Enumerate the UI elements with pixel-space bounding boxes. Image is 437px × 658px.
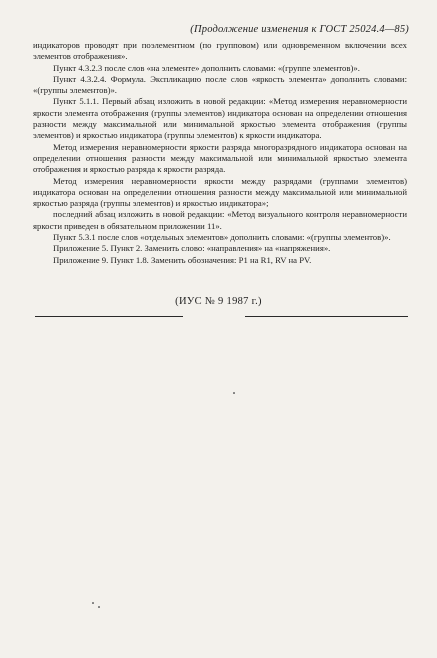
paragraph: Метод измерения неравномерности яркости между разрядами (группами элементов) индикатора основан на определении отношения разности между максимальной или минимальной яркостью разряда (группы элементов) и яркостью индикатора»; [33, 175, 407, 209]
scan-speck [92, 602, 94, 604]
scan-speck [98, 606, 100, 608]
divider-line [245, 316, 408, 317]
running-header: (Продолжение изменения к ГОСТ 25024.4—85) [190, 24, 409, 35]
paragraph: индикаторов проводят при поэлементном (по групповом) или одновременном включении всех элементов отображения». [33, 40, 407, 62]
paragraph: Пункт 5.1.1. Первый абзац изложить в новой редакции: «Метод измерения неравномерности яркости элемента отображения (группы элементов) индикатора основан на определении отношения разности между максимальной или минимальной яркостью элемента отображения (группы элементов) и яркостью индикатора (группы элементов) к яркости индикатора. [33, 96, 407, 141]
paragraph: Метод измерения неравномерности яркости разряда многоразрядного индикатора основан на определении отношения разности между максимальной или минимальной яркостью элемента отображения и яркостью разряда к яркости разряда. [33, 141, 407, 175]
paragraph: Приложение 9. Пункт 1.8. Заменить обозначения: P1 на R1, RV на PV. [53, 254, 312, 265]
source-note: (ИУС № 9 1987 г.) [175, 296, 262, 307]
paragraph: Приложение 5. Пункт 2. Заменить слово: «направления» на «напряжения». [53, 243, 331, 254]
paragraph: Пункт 4.3.2.3 после слов «на элементе» дополнить словами: «(группе элементов)». [53, 62, 360, 73]
paragraph: последний абзац изложить в новой редакции: «Метод визуального контроля неравномерности яркости приведен в обязательном приложении 11». [33, 209, 407, 231]
scan-speck [233, 392, 235, 394]
divider-line [35, 316, 183, 317]
document-body [33, 40, 407, 266]
paragraph: Пункт 5.3.1 после слов «отдельных элементов» дополнить словами: «(группы элементов)». [53, 232, 391, 243]
paragraph: Пункт 4.3.2.4. Формула. Экспликацию после слов «яркость элемента» дополнить словами: «(группы элементов)». [33, 73, 407, 96]
